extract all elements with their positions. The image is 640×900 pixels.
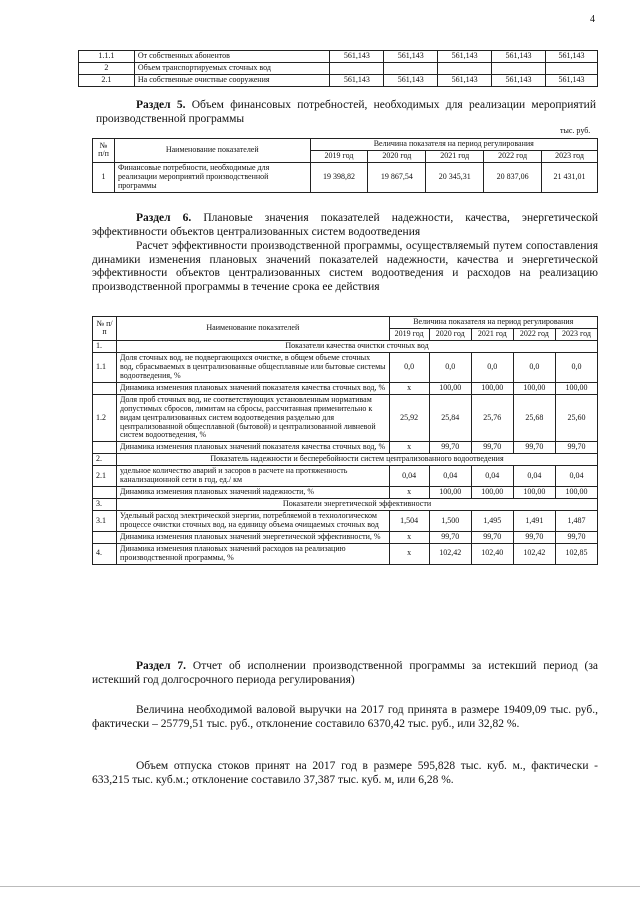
row-value: 25,68 (513, 394, 555, 442)
row-value: 1,500 (429, 511, 471, 532)
row-value: 561,143 (384, 51, 438, 63)
row-name: Динамика изменения плановых значений показателя качества сточных вод, % (117, 382, 390, 394)
row-value: 99,70 (513, 532, 555, 544)
section7-paragraph-2: Объем отпуска стоков принят на 2017 год в размере 595,828 тыс. куб. м., фактически - 633,215 тыс. куб.м.; отклонение составило 37,387 тыс. куб. м, или 6,28 %. (92, 760, 598, 786)
row-value: 100,00 (429, 382, 471, 394)
row-value: 0,0 (513, 352, 555, 382)
group-title: Показатель надежности и бесперебойности систем централизованного водоотведения (117, 454, 598, 466)
row-value: х (389, 382, 429, 394)
row-value: 0,04 (555, 466, 597, 487)
row-num: 3. (93, 499, 117, 511)
row-value: 25,92 (389, 394, 429, 442)
row-value: 561,143 (492, 75, 546, 87)
year-header: 2022 год (484, 150, 542, 162)
row-value: 100,00 (513, 382, 555, 394)
row-value: 100,00 (429, 487, 471, 499)
row-value: 19 867,54 (368, 162, 426, 192)
row-value: 25,60 (555, 394, 597, 442)
row-num (93, 487, 117, 499)
row-value: 561,143 (438, 75, 492, 87)
row-name: Динамика изменения плановых значений показателя качества сточных вод, % (117, 442, 390, 454)
row-num: 1.2 (93, 394, 117, 442)
row-value (546, 63, 598, 75)
section6-paragraph: Расчет эффективности производственной программы, осуществляемый путем сопоставления динамики изменения плановых значений показателей надежности, качества и энергетической эффективности объектов централизованных систем водоотведения и расходов на реализацию производственной программы в течение срока ее действия (92, 240, 598, 293)
row-value: 561,143 (330, 75, 384, 87)
row-name: От собственных абонентов (134, 51, 330, 63)
section5-unit: тыс. руб. (560, 126, 591, 135)
row-value: 100,00 (471, 487, 513, 499)
row-value: 99,70 (555, 532, 597, 544)
row-value: 561,143 (546, 51, 598, 63)
row-value: 1,495 (471, 511, 513, 532)
row-value: 102,42 (513, 544, 555, 565)
group-row (93, 340, 598, 352)
row-value: 561,143 (492, 51, 546, 63)
group-title: Показатели качества очистки сточных вод (117, 340, 598, 352)
row-value: 25,84 (429, 394, 471, 442)
year-header: 2020 год (368, 150, 426, 162)
table-row (93, 487, 598, 499)
table-row (79, 51, 598, 63)
row-value: 20 837,06 (484, 162, 542, 192)
group-row (93, 499, 598, 511)
row-value: 0,0 (429, 352, 471, 382)
year-header: 2022 год (513, 328, 555, 340)
col-num: № п/ п (93, 317, 117, 341)
row-value: х (389, 487, 429, 499)
row-value: 102,85 (555, 544, 597, 565)
table-row (93, 532, 598, 544)
col-name: Наименование показателей (117, 317, 390, 341)
row-value: 21 431,01 (542, 162, 598, 192)
row-value: 0,04 (513, 466, 555, 487)
row-value: 1,504 (389, 511, 429, 532)
row-value: 561,143 (438, 51, 492, 63)
table-row (93, 442, 598, 454)
table-row (93, 352, 598, 382)
row-name: Удельный расход электрической энергии, потребляемой в технологическом процессе очистки сточных вод, на единицу объема очищаемых сточных вод (117, 511, 390, 532)
row-num: 1.1 (93, 352, 117, 382)
year-header: 2019 год (310, 150, 368, 162)
row-name: удельное количество аварий и засоров в расчете на протяженность канализационной сети в год, ед./ км (117, 466, 390, 487)
row-num: 1. (93, 340, 117, 352)
row-value: х (389, 544, 429, 565)
row-num: 4. (93, 544, 117, 565)
year-header: 2021 год (426, 150, 484, 162)
table-row (93, 382, 598, 394)
table-row (79, 63, 598, 75)
row-value (438, 63, 492, 75)
row-value: 0,04 (429, 466, 471, 487)
table-row (93, 394, 598, 442)
row-name: Динамика изменения плановых значений надежности, % (117, 487, 390, 499)
top-table (78, 50, 598, 87)
row-value (384, 63, 438, 75)
table-row (93, 544, 598, 565)
year-header: 2020 год (429, 328, 471, 340)
group-title: Показатели энергетической эффективности (117, 499, 598, 511)
section6-table (92, 316, 598, 565)
row-value: 99,70 (429, 532, 471, 544)
row-value: 102,42 (429, 544, 471, 565)
row-value: 25,76 (471, 394, 513, 442)
row-value: 561,143 (384, 75, 438, 87)
col-name: Наименование показателей (114, 139, 310, 163)
row-num (93, 532, 117, 544)
row-name: Доля проб сточных вод, не соответствующих установленным нормативам допустимых сбросов, лимитам на сбросы, рассчитанная применительно к видам централизованных систем водоотведения раздельно для централизованной общесплавной (бытовой) и централизованной ливневой систем водоотведения, % (117, 394, 390, 442)
row-name: На собственные очистные сооружения (134, 75, 330, 87)
row-num: 2. (93, 454, 117, 466)
col-period: Величина показателя на период регулирования (310, 139, 598, 151)
row-name: Финансовые потребности, необходимые для реализации мероприятий производственной программы (114, 162, 310, 192)
table-row (93, 466, 598, 487)
year-header: 2019 год (389, 328, 429, 340)
row-num: 2.1 (79, 75, 135, 87)
row-value: 0,0 (555, 352, 597, 382)
row-name: Объем транспортируемых сточных вод (134, 63, 330, 75)
row-value: х (389, 442, 429, 454)
row-value: 99,70 (471, 442, 513, 454)
row-num (93, 382, 117, 394)
row-value: 100,00 (555, 382, 597, 394)
row-num: 1 (93, 162, 115, 192)
section7-heading: Раздел 7. Отчет об исполнении производственной программы за истекший период (за истекший год долгосрочного периода регулирования) (92, 660, 598, 686)
row-value: 99,70 (429, 442, 471, 454)
row-value: 20 345,31 (426, 162, 484, 192)
year-header: 2023 год (555, 328, 597, 340)
row-value: 19 398,82 (310, 162, 368, 192)
row-value: 100,00 (513, 487, 555, 499)
section5-table (92, 138, 598, 193)
row-value: 1,487 (555, 511, 597, 532)
row-value: 99,70 (555, 442, 597, 454)
row-name: Динамика изменения плановых значений энергетической эффективности, % (117, 532, 390, 544)
row-name: Доля сточных вод, не подвергающихся очистке, в общем объеме сточных вод, сбрасываемых в централизованные общесплавные или бытовые системы водоотведения, % (117, 352, 390, 382)
row-value (492, 63, 546, 75)
row-value: 102,40 (471, 544, 513, 565)
row-num (93, 442, 117, 454)
row-num: 3.1 (93, 511, 117, 532)
row-num: 2 (79, 63, 135, 75)
year-header: 2021 год (471, 328, 513, 340)
row-value: 561,143 (546, 75, 598, 87)
bottom-rule (0, 886, 640, 887)
table-row (93, 162, 598, 192)
row-value: 0,0 (471, 352, 513, 382)
row-value: 100,00 (471, 382, 513, 394)
table-row (79, 75, 598, 87)
row-value: 1,491 (513, 511, 555, 532)
col-num: № п/п (93, 139, 115, 163)
row-value: 99,70 (471, 532, 513, 544)
row-value: х (389, 532, 429, 544)
section7-paragraph-1: Величина необходимой валовой выручки на 2017 год принята в размере 19409,09 тыс. руб., фактически – 25779,51 тыс. руб., отклонение составило 6370,42 тыс. руб., или 32,82 %. (92, 704, 598, 730)
row-num: 1.1.1 (79, 51, 135, 63)
section6-heading: Раздел 6. Плановые значения показателей надежности, качества, энергетической эффективности объектов централизованных систем водоотведения (92, 212, 598, 238)
row-value: 100,00 (555, 487, 597, 499)
table-row (93, 511, 598, 532)
row-num: 2.1 (93, 466, 117, 487)
row-value: 0,04 (389, 466, 429, 487)
section5-heading: Раздел 5. Объем финансовых потребностей, необходимых для реализации мероприятий производственной программы (96, 99, 596, 125)
group-row (93, 454, 598, 466)
year-header: 2023 год (542, 150, 598, 162)
row-value: 99,70 (513, 442, 555, 454)
row-name: Динамика изменения плановых значений расходов на реализацию производственной программы, % (117, 544, 390, 565)
page-number: 4 (590, 14, 595, 25)
row-value: 0,0 (389, 352, 429, 382)
row-value: 0,04 (471, 466, 513, 487)
row-value (330, 63, 384, 75)
col-period: Величина показателя на период регулирования (389, 317, 597, 329)
row-value: 561,143 (330, 51, 384, 63)
